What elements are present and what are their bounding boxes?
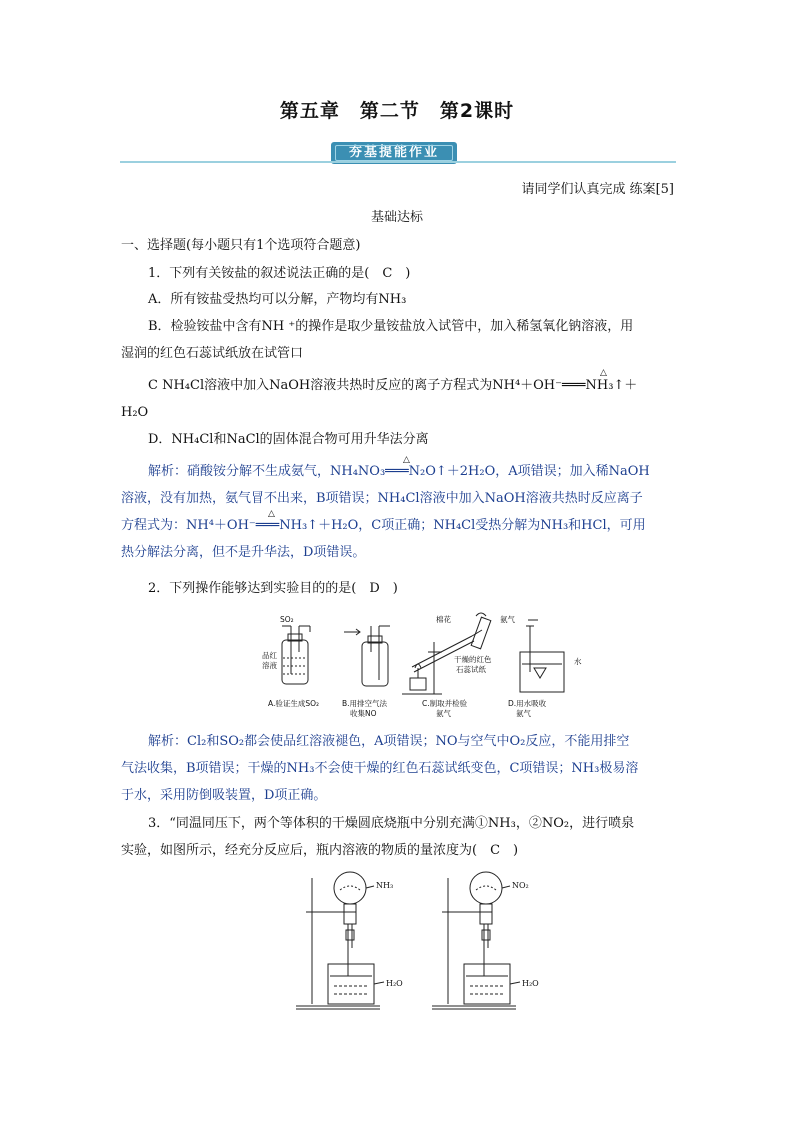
q1-analysis-line1: 解析：硝酸铵分解不生成氨气，NH₄NO₃═══N₂O↑＋2H₂O，A项错误；加入稀NaOH [148,464,650,479]
label-pinhong-2: 溶液 [262,661,277,670]
part-heading: 一、选择题(每小题只有1个选项符合题意) [121,238,361,253]
label-h2o-left: H₂O [386,979,403,988]
q3-fountain-figure [296,868,554,1016]
q2-analysis-line1: 解析：Cl₂和SO₂都会使品红溶液褪色，A项错误；NO与空气中O₂反应，不能用排空 [148,734,630,749]
q2-analysis-line2: 气法收集，B项错误；干燥的NH₃不会使干燥的红色石蕊试纸变色，C项错误；NH₃极易溶 [121,761,639,776]
apparatus-a-wash-bottle [282,626,310,684]
header-rule [120,161,676,163]
q1-option-d: D．NH₄Cl和NaCl的固体混合物可用升华法分离 [148,432,429,447]
section-badge: 夯基提能作业 [331,142,457,164]
label-anqi: 氨气 [500,615,515,624]
label-pinhong-1: 品红 [262,651,277,660]
q1-option-a: A．所有铵盐受热均可以分解，产物均有NH₃ [148,292,407,307]
q1-heat-sign-ana2: △ [268,509,275,519]
apparatus-d-beaker [520,620,564,692]
q1-heat-sign-ana: △ [403,455,410,465]
q1-analysis-line4: 热分解法分离，但不是升华法，D项错误。 [121,545,366,560]
label-no2: NO₂ [512,881,529,890]
caption-c-2: 氨气 [436,709,451,718]
caption-c-1: C.制取并检验 [422,699,468,708]
q1-analysis-line2: 溶液，没有加热，氨气冒不出来，B项错误；NH₄Cl溶液中加入NaOH溶液共热时反应离子 [121,491,643,506]
q2-analysis-line3: 于水，采用防倒吸装置，D项正确。 [121,788,327,803]
q3-stem-line2: 实验，如图所示，经充分反应后，瓶内溶液的物质的量浓度为( C ) [121,843,519,858]
q3-stem-line1: 3．“同温同压下，两个等体积的干燥圆底烧瓶中分别充满①NH₃，②NO₂，进行喷泉 [148,816,635,831]
caption-b-2: 收集NO [350,709,377,718]
caption-d-1: D.用水吸收 [508,699,547,708]
label-shizhi-1: 干燥的红色 [454,655,492,664]
section-heading: 基础达标 [370,210,423,225]
caption-a: A.验证生成SO₂ [268,699,320,708]
label-so2: SO₂ [280,615,294,624]
caption-d-2: 氨气 [516,709,531,718]
q1-stem: 1．下列有关铵盐的叙述说法正确的是( C ) [148,266,411,281]
exercise-note: 请同学们认真完成 练案[5] [521,182,674,197]
label-mianhua: 棉花 [436,615,451,624]
apparatus-b-gas-bottle [344,626,390,686]
q1-option-c-line2: H₂O [121,405,149,420]
caption-b-1: B.用排空气法 [342,699,388,708]
q1-option-b-line1: B．检验铵盐中含有NH ⁺的操作是取少量铵盐放入试管中，加入稀氢氧化钠溶液，用 [148,319,634,334]
q1-option-c-line1: C NH₄Cl溶液中加入NaOH溶液共热时反应的离子方程式为NH⁴＋OH⁻═══NH₃↑＋ [148,378,638,393]
label-nh3: NH₃ [376,881,394,890]
apparatus-c-heated-tube [402,613,491,694]
page-title: 第五章 第二节 第2课时 [279,100,515,122]
label-h2o-right: H₂O [522,979,539,988]
q2-apparatus-figure [262,612,602,722]
label-shui: 水 [574,657,582,666]
q1-analysis-line3: 方程式为：NH⁴＋OH⁻═══NH₃↑＋H₂O，C项正确；NH₄Cl受热分解为NH₃和HCl，可用 [121,518,646,533]
fountain-apparatus-nh3 [296,872,384,1009]
label-shizhi-2: 石蕊试纸 [456,665,486,674]
q2-stem: 2．下列操作能够达到实验目的的是( D ) [148,581,398,596]
fountain-apparatus-no2 [432,872,520,1009]
q1-option-b-line2: 湿润的红色石蕊试纸放在试管口 [121,346,304,361]
q1-heat-sign-c: △ [600,368,607,378]
